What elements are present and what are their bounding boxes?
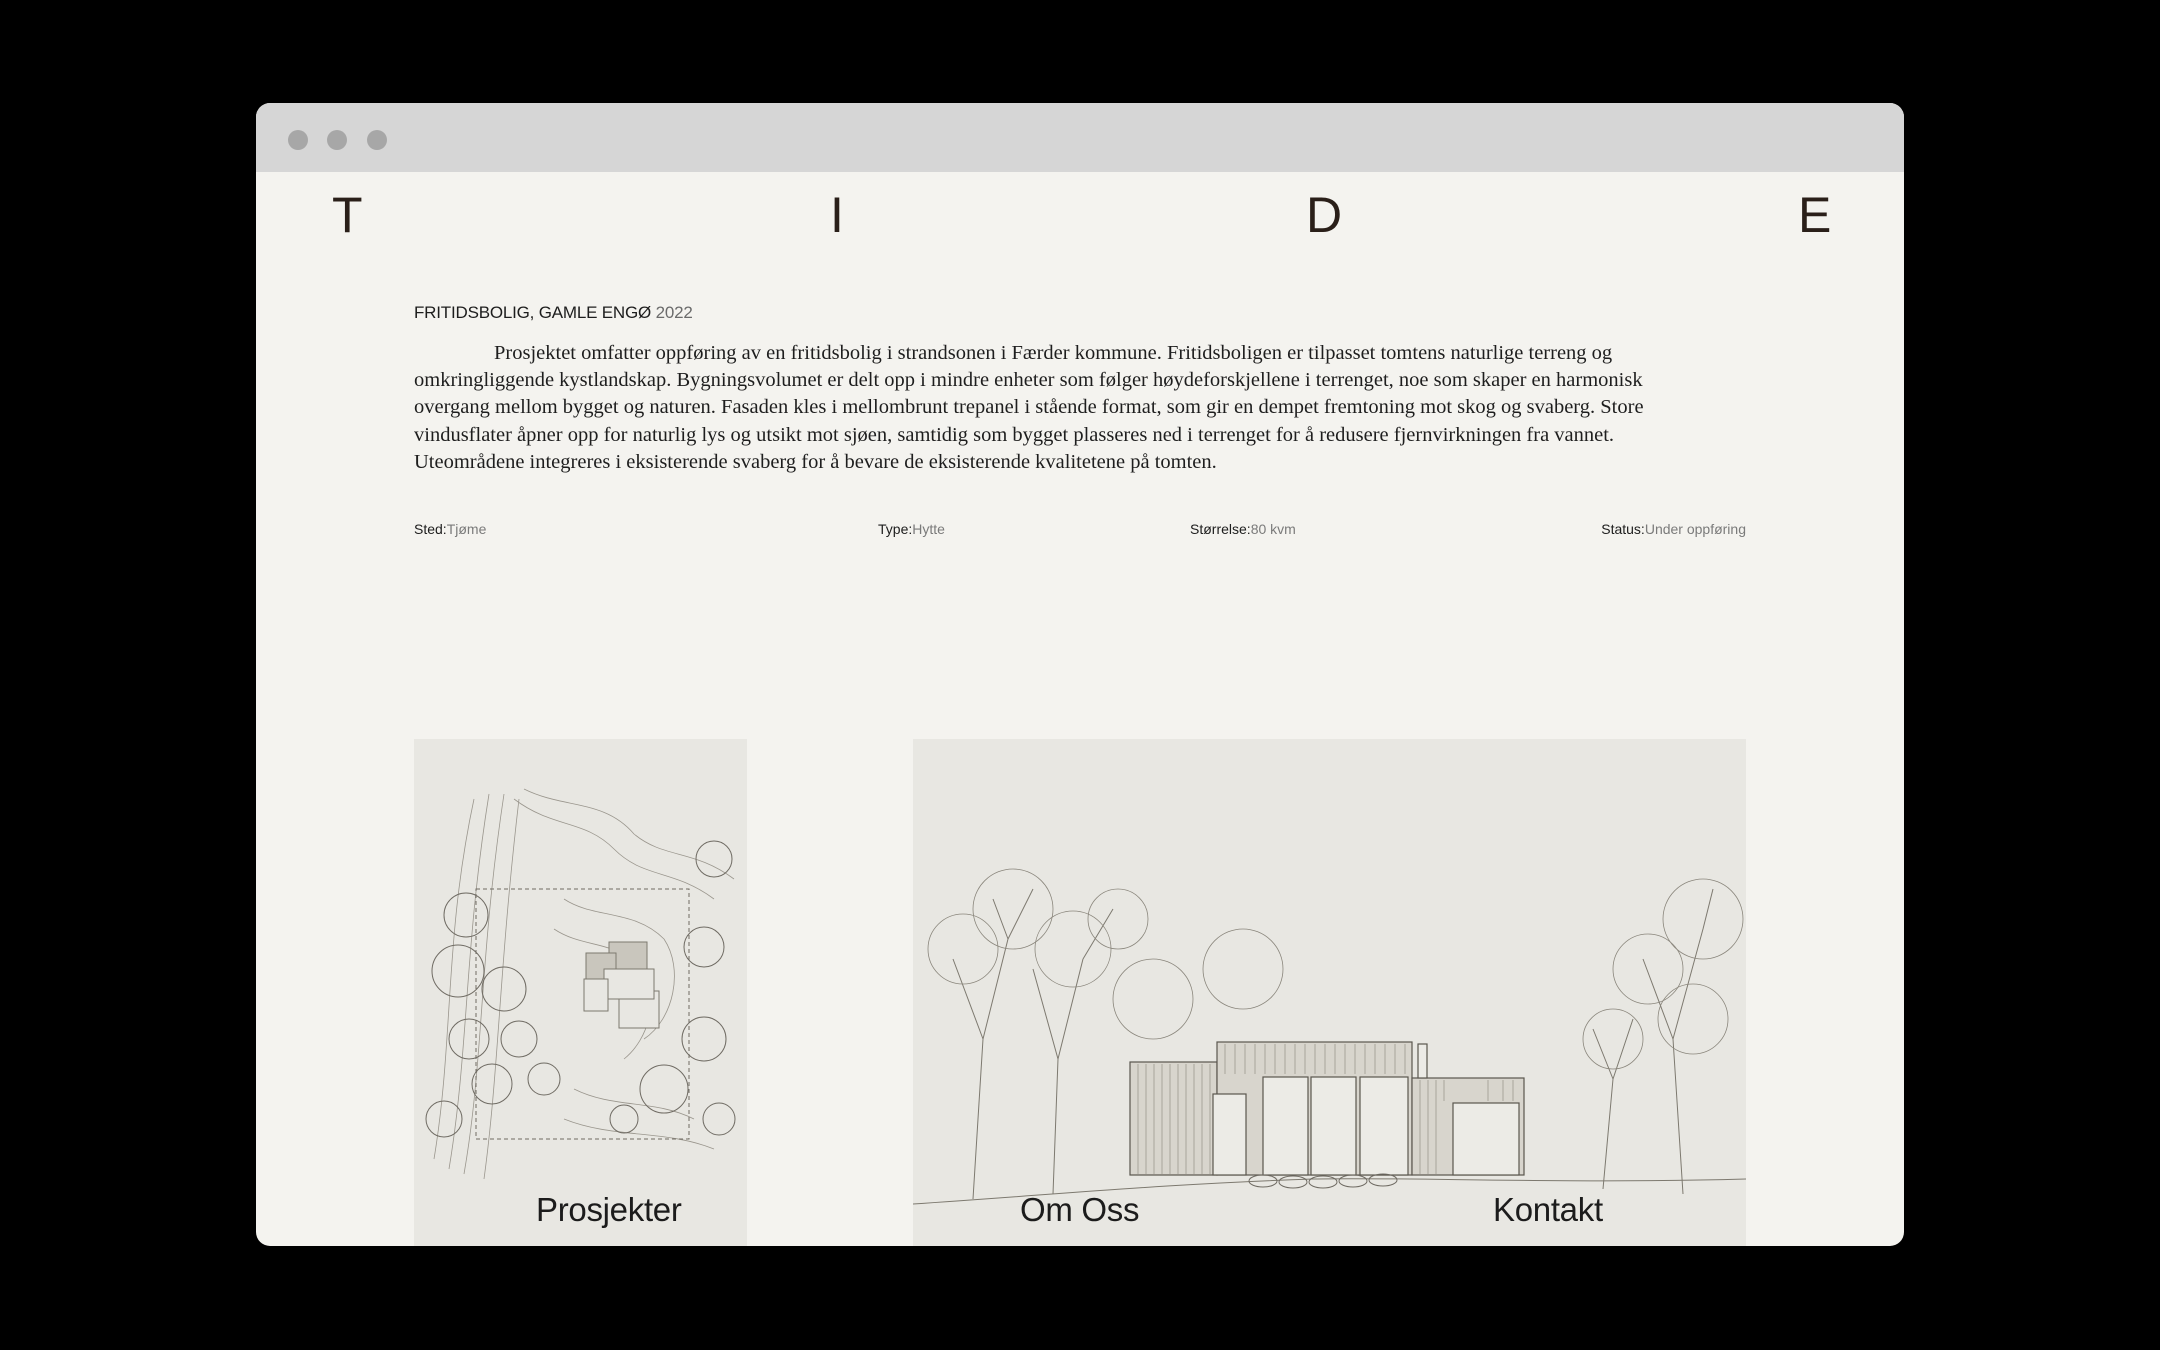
- project-description: Prosjektet omfatter oppføring av en fritidsbolig i strandsonen i Færder kommune. Fritidsboligen er tilpasset tomtens naturlige terreng og omkringliggende kystlandskap. Bygningsvolumet er delt opp i mindre enheter som følger høydeforskjellene i terrenget, noe som skaper en harmonisk overgang mellom bygget og naturen. Fasaden kles i mellombrunt trepanel i stående format, som gir en dempet fremtoning mot skog og svaberg. Store vindusflater åpner opp for naturlig lys og utsikt mot sjøen, samtidig som bygget plasseres ned i terrenget for å redusere fjernvirkningen fra vannet. Uteområdene integreres i eksisterende svaberg for å bevare de eksisterende kvalitetene på tomten.: [414, 342, 1644, 473]
- nav-link-om-oss[interactable]: Om Oss: [1020, 1191, 1140, 1228]
- logo-letter-d[interactable]: D: [1306, 187, 1343, 243]
- logo-letter-e[interactable]: E: [1798, 187, 1832, 243]
- project-title: FRITIDSBOLIG, GAMLE ENGØ: [414, 303, 652, 322]
- elevation-svg: [913, 739, 1746, 1246]
- logo-letter-t[interactable]: T: [332, 187, 363, 243]
- project-heading: [414, 303, 693, 323]
- meta-value: 80 kvm: [1250, 521, 1296, 537]
- nav-link-kontakt[interactable]: Kontakt: [1493, 1191, 1603, 1228]
- meta-value: Hytte: [912, 521, 945, 537]
- window-maximize-dot[interactable]: [367, 130, 387, 150]
- logo-letter-i[interactable]: I: [830, 187, 844, 243]
- meta-label: Type:: [878, 521, 913, 537]
- window-minimize-dot[interactable]: [327, 130, 347, 150]
- meta-label: Størrelse:: [1190, 521, 1251, 537]
- meta-value: Tjøme: [446, 521, 487, 537]
- site-plan-drawing[interactable]: [414, 739, 747, 1246]
- project-year: 2022: [655, 303, 693, 322]
- elevation-drawing[interactable]: [913, 739, 1746, 1246]
- meta-label: Sted:: [414, 521, 447, 537]
- meta-location: [414, 521, 486, 537]
- window-close-dot[interactable]: [288, 130, 308, 150]
- site-plan-svg: [414, 739, 747, 1246]
- meta-status: [1601, 521, 1746, 537]
- nav-link-prosjekter[interactable]: Prosjekter: [536, 1191, 682, 1228]
- meta-type: [878, 521, 945, 537]
- meta-size: [1190, 521, 1296, 537]
- browser-titlebar: [256, 103, 1904, 172]
- meta-label: Status:: [1601, 521, 1645, 537]
- meta-value: Under oppføring: [1644, 521, 1746, 537]
- browser-window: [256, 103, 1904, 1246]
